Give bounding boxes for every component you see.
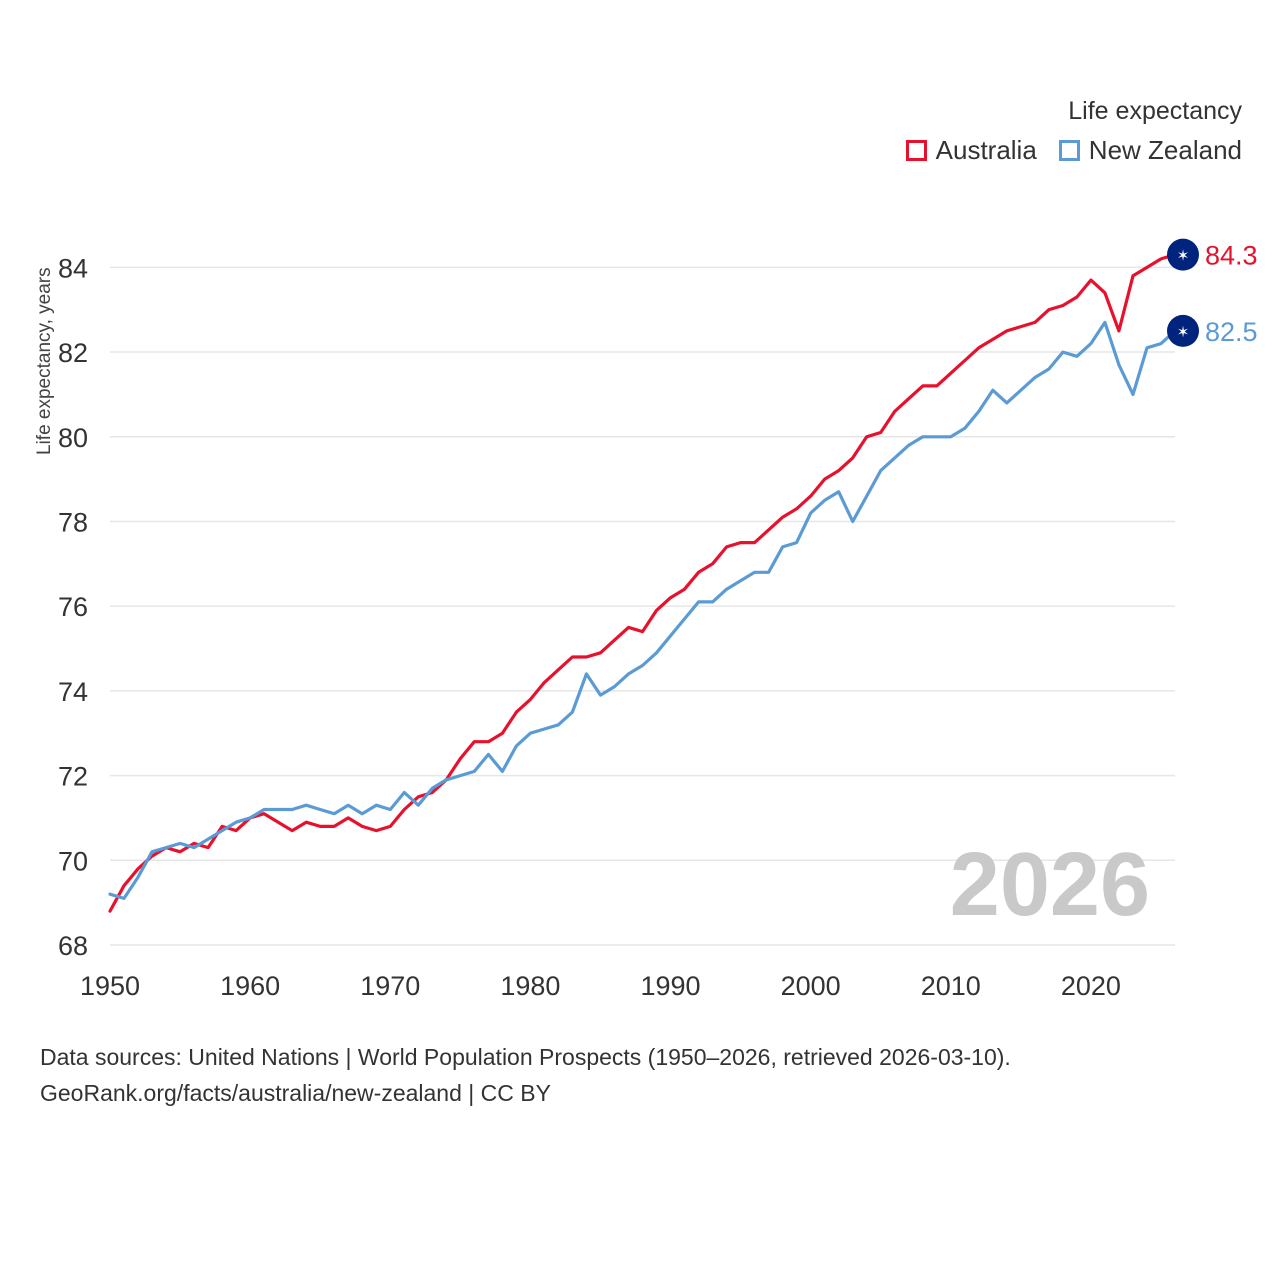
x-tick-label: 1980 [500, 971, 561, 1001]
y-axis-ticks [58, 253, 88, 961]
series-endpoints [1167, 239, 1258, 347]
flag-star-icon: ✶ [1176, 323, 1190, 341]
legend-label-australia: Australia [935, 135, 1037, 165]
x-tick-label: 1970 [360, 971, 421, 1001]
y-tick-label: 74 [57, 676, 88, 707]
footer-line-1: Data sources: United Nations | World Population Prospects (1950–2026, retrieved 2026-03-10). [40, 1044, 1011, 1070]
end-value-australia: 84.3 [1205, 240, 1258, 271]
y-tick-label: 68 [57, 931, 88, 961]
y-tick-label: 84 [57, 253, 88, 284]
y-tick-label: 76 [57, 592, 88, 623]
y-axis-label: Life expectancy, years [34, 267, 55, 455]
x-tick-label: 1990 [640, 971, 701, 1001]
series-line-australia [110, 255, 1175, 912]
end-value-new-zealand: 82.5 [1205, 316, 1258, 347]
legend-title: Life expectancy [1068, 97, 1242, 125]
x-tick-label: 2010 [920, 971, 981, 1001]
footer-sources [40, 1040, 1011, 1111]
x-tick-label: 1950 [79, 971, 141, 1001]
x-axis-ticks [80, 971, 1121, 1001]
year-watermark: 2026 [949, 835, 1150, 935]
legend-label-new-zealand: New Zealand [1088, 135, 1242, 165]
series-lines [110, 255, 1175, 912]
flag-star-icon: ✶ [1176, 247, 1190, 265]
series-line-new-zealand [110, 322, 1175, 898]
y-tick-label: 72 [57, 761, 88, 792]
x-tick-label: 1960 [220, 971, 281, 1001]
y-tick-label: 82 [57, 338, 88, 369]
y-tick-label: 80 [57, 422, 88, 453]
x-tick-label: 2000 [780, 971, 841, 1001]
footer-line-2: GeoRank.org/facts/australia/new-zealand | CC BY [40, 1079, 551, 1106]
y-tick-label: 70 [57, 846, 88, 877]
x-tick-label: 2020 [1060, 971, 1121, 1001]
y-tick-label: 78 [57, 507, 88, 538]
